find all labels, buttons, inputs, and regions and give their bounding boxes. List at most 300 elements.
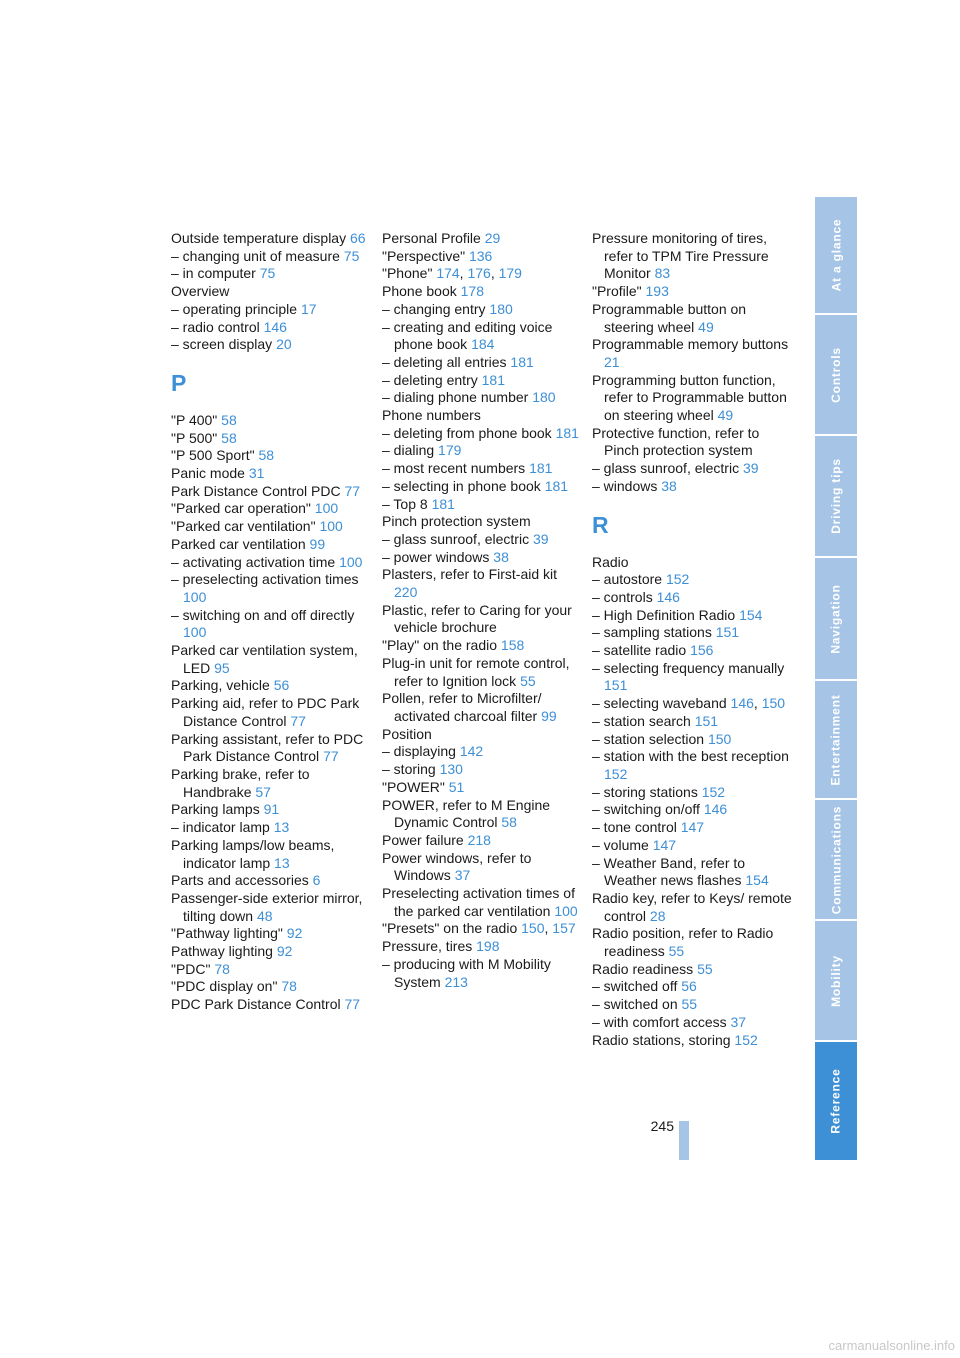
index-term: Plastic, refer to Caring for your vehicle brochure xyxy=(382,601,572,636)
page-reference-link[interactable]: 130 xyxy=(439,761,463,778)
index-entry xyxy=(382,566,582,601)
tab-label: Reference xyxy=(829,1068,844,1134)
index-entry xyxy=(382,319,582,354)
index-term: Preselecting activation times of the parked car ventilation xyxy=(382,885,575,919)
index-entry xyxy=(382,283,582,301)
index-entry xyxy=(382,230,582,248)
index-term: Parts and accessories xyxy=(171,872,309,889)
index-entry xyxy=(592,571,792,589)
index-entry xyxy=(592,607,792,625)
index-entry xyxy=(382,797,582,832)
index-entry xyxy=(592,301,792,336)
index-entry xyxy=(171,890,371,925)
index-term: – sampling stations xyxy=(592,624,712,641)
page-reference-link[interactable]: 13 xyxy=(274,854,290,871)
index-entry xyxy=(171,230,371,248)
page-reference-link[interactable]: 181 xyxy=(481,371,505,388)
tab-label: At a glance xyxy=(829,218,844,292)
page-reference-link[interactable]: 99 xyxy=(541,707,557,724)
index-term: "PDC" xyxy=(171,960,211,977)
page-reference-link[interactable]: 146 xyxy=(703,801,728,818)
page-reference-link[interactable]: 56 xyxy=(273,677,290,694)
index-term: Outside temperature display xyxy=(171,230,347,246)
index-term: – storing stations xyxy=(592,783,698,800)
index-term: – displaying xyxy=(382,743,456,760)
index-entry xyxy=(171,447,371,465)
index-entry xyxy=(382,637,582,655)
page-reference-link[interactable]: 51 xyxy=(448,778,465,795)
index-entry xyxy=(382,442,582,460)
index-entry xyxy=(171,996,371,1014)
index-term: "Play" on the radio xyxy=(382,637,498,654)
index-entry xyxy=(171,301,371,319)
page-number: 245 xyxy=(650,1118,674,1134)
index-entry xyxy=(171,319,371,337)
index-term: – High Definition Radio xyxy=(592,606,736,623)
page-reference-link[interactable]: 75 xyxy=(259,265,276,282)
page-reference-link[interactable]: 56 xyxy=(681,978,697,995)
index-entry xyxy=(592,554,792,572)
chapter-tabs xyxy=(815,197,857,1160)
page-reference-link[interactable]: 58 xyxy=(221,411,237,428)
index-term: – power windows xyxy=(382,548,490,565)
index-entry xyxy=(592,925,792,960)
page-reference-link[interactable]: 151 xyxy=(715,624,740,641)
index-term: Plasters, refer to First-aid kit xyxy=(382,566,558,583)
index-term: "Parked car operation" xyxy=(171,500,311,517)
page-reference-link[interactable]: 37 xyxy=(730,1013,747,1030)
index-entry xyxy=(171,248,371,266)
index-entry xyxy=(171,412,371,430)
page-marker-bar xyxy=(679,1121,689,1160)
index-term: Parking assistant, refer to PDC Park Distance Control xyxy=(171,730,364,765)
index-term: Radio stations, storing xyxy=(592,1031,731,1048)
page-reference-link[interactable]: 58 xyxy=(258,447,275,464)
page-reference-link[interactable]: 78 xyxy=(281,978,297,995)
page-reference-link[interactable]: 184 xyxy=(471,336,495,353)
index-term: – preselecting activation times xyxy=(171,571,359,588)
page-reference-link[interactable]: 156 xyxy=(690,642,714,659)
index-term: Pressure monitoring of tires, refer to TPM Tire Pressure Monitor xyxy=(592,230,769,282)
page-reference-link[interactable]: 100 xyxy=(183,624,207,641)
index-term: Parked car ventilation system, LED xyxy=(171,642,358,676)
index-entry xyxy=(382,354,582,372)
index-entry xyxy=(171,695,371,730)
index-entry xyxy=(382,779,582,797)
index-column-2 xyxy=(382,230,582,991)
index-entry xyxy=(592,1032,792,1050)
index-entry xyxy=(171,943,371,961)
index-term: Park Distance Control PDC xyxy=(171,482,341,499)
index-entry xyxy=(382,478,582,496)
index-entry xyxy=(382,407,582,425)
page-reference-link[interactable]: 29 xyxy=(484,230,501,246)
index-entry xyxy=(592,230,792,283)
page-reference-link[interactable]: 151 xyxy=(694,712,719,729)
index-entry xyxy=(592,460,792,478)
index-entry xyxy=(592,784,792,802)
index-term: "P 500 Sport" xyxy=(171,447,255,464)
index-entry xyxy=(382,938,582,956)
index-entry xyxy=(171,801,371,819)
index-entry xyxy=(382,248,582,266)
index-term: Parked car ventilation xyxy=(171,535,306,552)
index-entry: "Presets" on the radio 150, 157 xyxy=(382,920,576,937)
page-reference-link[interactable]: 151 xyxy=(604,677,628,694)
index-entry xyxy=(592,589,792,607)
page-reference-link[interactable]: 152 xyxy=(665,571,690,588)
index-entry xyxy=(382,531,582,549)
page-reference-link[interactable]: 147 xyxy=(680,819,705,836)
tab-reference[interactable] xyxy=(815,1042,857,1160)
index-entry xyxy=(592,1014,792,1032)
page-reference-link[interactable]: 181 xyxy=(544,477,569,494)
index-entry xyxy=(592,748,792,783)
page-reference-link[interactable]: 181 xyxy=(431,495,455,512)
index-entry xyxy=(382,885,582,920)
page-reference-link[interactable]: 57 xyxy=(255,783,271,800)
index-term: – switched off xyxy=(592,978,678,995)
page-reference-link[interactable]: 152 xyxy=(604,765,628,782)
index-entry xyxy=(382,655,582,690)
index-entry xyxy=(171,607,371,642)
index-entry xyxy=(382,832,582,850)
index-term: Programming button function, refer to Programmable button on steering wheel xyxy=(592,371,787,424)
page-reference-link[interactable]: 49 xyxy=(698,318,714,335)
tab-driving-tips[interactable] xyxy=(815,436,857,556)
index-entry xyxy=(171,536,371,554)
index-term: – selecting in phone book xyxy=(382,477,541,494)
index-entry xyxy=(171,571,371,606)
index-term: Phone book xyxy=(382,283,457,300)
index-term: Parking brake, refer to Handbrake xyxy=(171,765,310,800)
index-term: – deleting entry xyxy=(382,371,478,388)
page-reference-link[interactable]: 158 xyxy=(500,637,525,654)
index-entry xyxy=(171,336,371,354)
page-reference-link[interactable]: 152 xyxy=(701,783,726,800)
index-term: – deleting all entries xyxy=(382,353,507,370)
index-term: – switching on and off directly xyxy=(171,606,355,623)
tab-at-a-glance[interactable] xyxy=(815,197,857,313)
index-term: Parking aid, refer to PDC Park Distance Control xyxy=(171,695,360,729)
index-entry xyxy=(171,766,371,801)
index-entry xyxy=(592,837,792,855)
index-term: – creating and editing voice phone book xyxy=(382,318,553,353)
index-term: Phone numbers xyxy=(382,407,481,424)
page-reference-link[interactable]: 31 xyxy=(248,465,265,482)
page-reference-link[interactable]: 83 xyxy=(654,265,671,282)
index-term: – volume xyxy=(592,836,649,853)
index-entry xyxy=(382,850,582,885)
index-term: Power failure xyxy=(382,831,464,848)
index-term: Plug-in unit for remote control, refer to Ignition lock xyxy=(382,654,570,689)
index-entry xyxy=(592,855,792,890)
page-reference-link[interactable]: 142 xyxy=(459,743,484,760)
index-term: "Profile" xyxy=(592,283,642,300)
page-reference-link[interactable]: 55 xyxy=(681,996,698,1013)
page-reference-link[interactable]: 181 xyxy=(529,460,553,477)
page-reference-link[interactable]: 6 xyxy=(312,872,321,889)
index-entry xyxy=(592,624,792,642)
index-term: – screen display xyxy=(171,336,273,353)
index-column-1 xyxy=(171,230,371,1014)
page-reference-link[interactable]: 38 xyxy=(493,548,509,565)
index-entry xyxy=(171,731,371,766)
index-term: Pathway lighting xyxy=(171,943,273,960)
index-term: – with comfort access xyxy=(592,1013,727,1030)
index-term: – station with the best reception xyxy=(592,748,789,765)
page-reference-link[interactable]: 99 xyxy=(309,535,326,552)
tab-label: Driving tips xyxy=(829,458,844,534)
watermark: carmanualsonline.info xyxy=(828,1338,955,1353)
index-term: Panic mode xyxy=(171,465,245,482)
index-term: Personal Profile xyxy=(382,230,481,246)
index-term: Programmable memory buttons xyxy=(592,336,789,353)
page-reference-link[interactable]: 174 xyxy=(436,265,460,282)
page-reference-link[interactable]: 21 xyxy=(604,353,620,370)
index-term: "Perspective" xyxy=(382,247,466,264)
page-reference-link[interactable]: 157 xyxy=(552,920,576,937)
index-term: – glass sunroof, electric xyxy=(382,530,530,547)
tab-label: Communications xyxy=(829,805,844,914)
index-entry xyxy=(592,961,792,979)
page-reference-link[interactable]: 49 xyxy=(717,407,734,424)
index-entry xyxy=(382,726,582,744)
page-reference-link[interactable]: 213 xyxy=(444,973,468,990)
index-term: – glass sunroof, electric xyxy=(592,460,740,477)
index-term: PDC Park Distance Control xyxy=(171,996,341,1013)
index-term: Programmable button on steering wheel xyxy=(592,300,747,335)
index-entry xyxy=(171,642,371,677)
tab-entertainment[interactable] xyxy=(815,681,857,798)
index-term: – switched on xyxy=(592,996,678,1013)
page-reference-link[interactable]: 150 xyxy=(521,920,545,937)
page-reference-link[interactable]: 100 xyxy=(314,500,339,517)
index-entry xyxy=(171,978,371,996)
page-reference-link[interactable]: 28 xyxy=(649,907,666,924)
page-reference-link[interactable]: 75 xyxy=(343,247,360,264)
page-reference-link[interactable]: 77 xyxy=(290,712,306,729)
tab-communications[interactable] xyxy=(815,800,857,919)
index-entry xyxy=(382,549,582,567)
index-term: "P 400" xyxy=(171,411,218,428)
index-term: Passenger-side exterior mirror, tilting down xyxy=(171,889,363,924)
page-reference-link[interactable]: 100 xyxy=(554,902,578,919)
page-reference-link[interactable]: 100 xyxy=(183,588,207,605)
index-entry xyxy=(382,372,582,390)
index-term: "PDC display on" xyxy=(171,978,278,995)
index-term: – activating activation time xyxy=(171,553,336,570)
index-term: – autostore xyxy=(592,571,663,588)
index-entry xyxy=(171,430,371,448)
page-reference-link[interactable]: 181 xyxy=(555,424,579,441)
index-term: Parking lamps/low beams, indicator lamp xyxy=(171,836,335,871)
index-term: Protective function, refer to Pinch protection system xyxy=(592,424,760,459)
index-entry xyxy=(592,478,792,496)
page-reference-link[interactable]: 95 xyxy=(214,659,230,676)
page-reference-link[interactable]: 100 xyxy=(319,518,343,535)
page-reference-link[interactable]: 55 xyxy=(520,672,536,689)
page-reference-link[interactable]: 150 xyxy=(761,695,786,712)
index-entry xyxy=(592,642,792,660)
index-term: – windows xyxy=(592,477,658,494)
index-term: – tone control xyxy=(592,819,677,836)
page-reference-link[interactable]: 37 xyxy=(454,867,471,884)
index-entry xyxy=(592,713,792,731)
section-letter: P xyxy=(171,369,187,396)
index-entry xyxy=(171,872,371,890)
page-reference-link[interactable]: 48 xyxy=(256,907,273,924)
page-reference-link[interactable]: 91 xyxy=(263,801,280,818)
index-term: – Top 8 xyxy=(382,495,428,512)
page-reference-link[interactable]: 193 xyxy=(645,283,669,300)
index-term: – selecting waveband xyxy=(592,695,727,712)
index-entry xyxy=(171,925,371,943)
page-reference-link[interactable]: 179 xyxy=(438,442,462,459)
tab-controls[interactable] xyxy=(815,315,857,434)
index-term: "Parked car ventilation" xyxy=(171,518,316,535)
index-entry xyxy=(382,425,582,443)
index-entry xyxy=(171,500,371,518)
index-entry xyxy=(592,731,792,749)
index-term: – indicator lamp xyxy=(171,819,270,836)
index-entry xyxy=(592,890,792,925)
index-entry xyxy=(171,283,371,301)
page-reference-link[interactable]: 179 xyxy=(498,265,522,282)
index-term: "Phone" xyxy=(382,265,433,282)
index-entry xyxy=(592,425,792,460)
index-entry xyxy=(382,496,582,514)
index-entry xyxy=(382,460,582,478)
page-reference-link[interactable]: 92 xyxy=(286,925,303,942)
tab-navigation[interactable] xyxy=(815,558,857,679)
tab-label: Navigation xyxy=(829,583,843,654)
index-term: Radio key, refer to Keys/ remote control xyxy=(592,889,792,924)
page-reference-link[interactable]: 136 xyxy=(468,247,493,264)
index-entry xyxy=(592,336,792,371)
page-reference-link[interactable]: 146 xyxy=(730,695,754,712)
index-term: Parking lamps xyxy=(171,801,260,818)
tab-label: Entertainment xyxy=(829,693,844,786)
index-term: "P 500" xyxy=(171,429,218,446)
page-reference-link[interactable]: 180 xyxy=(532,389,556,406)
index-entry xyxy=(382,761,582,779)
index-entry xyxy=(592,372,792,425)
page-reference-link[interactable]: 39 xyxy=(532,530,549,547)
index-term: Pressure, tires xyxy=(382,938,473,955)
index-term: "Presets" on the radio xyxy=(382,920,518,937)
index-entry: – selecting waveband 146, 150 xyxy=(592,695,786,712)
index-entry xyxy=(382,513,582,531)
page-reference-link[interactable]: 100 xyxy=(339,553,363,570)
index-entry xyxy=(382,602,582,637)
page-reference-link[interactable]: 66 xyxy=(349,230,366,246)
index-term: – deleting from phone book xyxy=(382,424,552,441)
index-term: – dialing phone number xyxy=(382,389,529,406)
page-reference-link[interactable]: 176 xyxy=(467,265,491,282)
page-reference-link[interactable]: 77 xyxy=(323,748,339,765)
page-reference-link[interactable]: 77 xyxy=(344,482,361,499)
tab-label: Controls xyxy=(829,346,844,403)
index-entry xyxy=(171,483,371,501)
index-term: – controls xyxy=(592,588,653,605)
tab-mobility[interactable] xyxy=(815,921,857,1040)
index-entry xyxy=(171,837,371,872)
index-term: Pollen, refer to Microfilter/ activated charcoal filter xyxy=(382,690,542,724)
page-reference-link[interactable]: 154 xyxy=(739,606,763,623)
page-reference-link[interactable]: 150 xyxy=(707,730,732,747)
index-term: – changing entry xyxy=(382,300,486,317)
index-term: Radio readiness xyxy=(592,960,694,977)
index-entry xyxy=(171,554,371,572)
index-term: Parking, vehicle xyxy=(171,677,270,694)
page-reference-link[interactable]: 58 xyxy=(501,814,517,831)
page-reference-link[interactable]: 55 xyxy=(697,960,713,977)
index-term: – station search xyxy=(592,712,691,729)
index-entry xyxy=(171,819,371,837)
page-reference-link[interactable]: 198 xyxy=(476,938,500,955)
page-reference-link[interactable]: 218 xyxy=(467,831,491,848)
index-entry xyxy=(382,690,582,725)
index-term: Overview xyxy=(171,283,230,300)
index-term: – radio control xyxy=(171,318,260,335)
page-reference-link[interactable]: 17 xyxy=(300,300,317,317)
index-term: "Pathway lighting" xyxy=(171,925,283,942)
index-term: – storing xyxy=(382,761,436,778)
page-reference-link[interactable]: 178 xyxy=(460,283,484,300)
index-entry xyxy=(592,996,792,1014)
index-term: – Weather Band, refer to Weather news flashes xyxy=(592,854,746,889)
index-term: Radio position, refer to Radio readiness xyxy=(592,925,774,960)
page-reference-link[interactable]: 77 xyxy=(344,996,361,1013)
page-reference-link[interactable]: 20 xyxy=(276,336,292,353)
index-term: – selecting frequency manually xyxy=(592,659,785,676)
index-entry xyxy=(592,801,792,819)
index-entry: "Phone" 174, 176, 179 xyxy=(382,265,522,282)
index-term: POWER, refer to M Engine Dynamic Control xyxy=(382,796,551,831)
index-entry xyxy=(171,265,371,283)
page-reference-link[interactable]: 146 xyxy=(263,318,287,335)
index-entry xyxy=(171,677,371,695)
page-reference-link[interactable]: 39 xyxy=(742,460,759,477)
index-entry xyxy=(171,518,371,536)
page-reference-link[interactable]: 38 xyxy=(661,477,677,494)
page-reference-link[interactable]: 92 xyxy=(276,943,293,960)
index-term: – producing with M Mobility System xyxy=(382,955,551,990)
page-reference-link[interactable]: 78 xyxy=(214,960,230,977)
index-entry xyxy=(382,301,582,319)
index-entry xyxy=(592,660,792,695)
page-reference-link[interactable]: 180 xyxy=(489,300,513,317)
index-column-3 xyxy=(592,230,792,1049)
page-reference-link[interactable]: 58 xyxy=(221,429,237,446)
index-term: Position xyxy=(382,725,432,742)
page-reference-link[interactable]: 13 xyxy=(273,819,290,836)
page-reference-link[interactable]: 154 xyxy=(745,872,769,889)
page-reference-link[interactable]: 147 xyxy=(652,836,677,853)
page-reference-link[interactable]: 152 xyxy=(734,1031,758,1048)
index-entry xyxy=(382,389,582,407)
index-term: – most recent numbers xyxy=(382,460,526,477)
index-term: – station selection xyxy=(592,730,705,747)
page-reference-link[interactable]: 55 xyxy=(668,943,685,960)
page-reference-link[interactable]: 146 xyxy=(656,588,680,605)
index-term: – operating principle xyxy=(171,300,298,317)
index-entry xyxy=(382,956,582,991)
index-entry xyxy=(382,743,582,761)
page-reference-link[interactable]: 220 xyxy=(394,584,418,601)
page-reference-link[interactable]: 181 xyxy=(510,353,534,370)
